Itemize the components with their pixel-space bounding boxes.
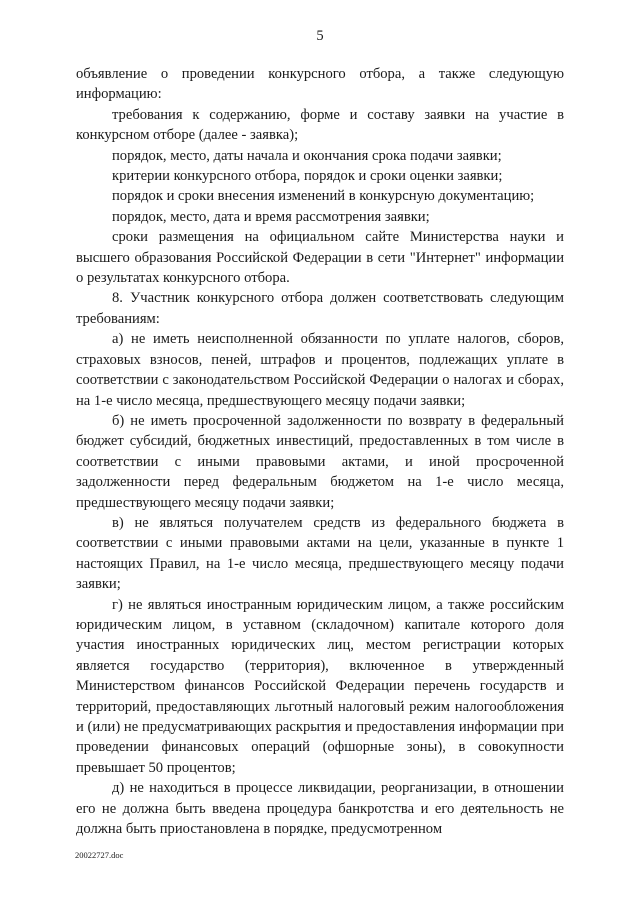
paragraph: порядок и сроки внесения изменений в конкурсную документацию;	[112, 188, 535, 205]
paragraph: объявление о проведении конкурсного отбора, а также следующую информацию:	[76, 66, 564, 103]
document-body	[76, 64, 564, 839]
paragraph: 8. Участник конкурсного отбора должен соответствовать следующим требованиям:	[76, 290, 564, 327]
paragraph: сроки размещения на официальном сайте Министерства науки и высшего образования Российской Федерации в сети "Интернет" информации о результатах конкурсного отбора.	[76, 229, 564, 287]
paragraph: а) не иметь неисполненной обязанности по уплате налогов, сборов, страховых взносов, пеней, штрафов и процентов, подлежащих уплате в соответствии с законодательством Российской Федерации о налогах и сборах, на 1-е число месяца, предшествующего месяцу подачи заявки;	[76, 331, 564, 409]
paragraph: порядок, место, дата и время рассмотрения заявки;	[112, 208, 430, 225]
page-number: 5	[316, 28, 324, 44]
paragraph: требования к содержанию, форме и составу заявки на участие в конкурсном отборе (далее - заявка);	[76, 106, 564, 144]
paragraph: г) не являться иностранным юридическим лицом, а также российским юридическим лицом, в уставном (складочном) капитале которого доля участия иностранных юридических лиц, местом регистрации которых является государство (территория), включенное в утвержденный Министерством финансов Российской Федерации перечень государств и территорий, предоставляющих льготный налоговый режим налогообложения и (или) не предусматривающих раскрытия и предоставления информации при проведении финансовых операций (офшорные зоны), в совокупности превышает 50 процентов;	[76, 596, 564, 776]
paragraph: критерии конкурсного отбора, порядок и сроки оценки заявки;	[112, 168, 503, 185]
paragraph: порядок, место, даты начала и окончания срока подачи заявки;	[112, 147, 502, 164]
paragraph: в) не являться получателем средств из федерального бюджета в соответствии с иными правовыми актами на цели, указанные в пункте 1 настоящих Правил, на 1-е число месяца, предшествующего месяцу подачи заявки;	[76, 514, 564, 593]
paragraph: б) не иметь просроченной задолженности по возврату в федеральный бюджет субсидий, бюджетных инвестиций, предоставленных в том числе в соответствии с иными правовыми актами, и иной просроченной задолженности перед федеральным бюджетом на 1-е число месяца, предшествующего месяцу подачи заявки;	[76, 412, 564, 511]
paragraph: д) не находиться в процессе ликвидации, реорганизации, в отношении его не должна быть введена процедура банкротства и его деятельность не должна быть приостановлена в порядке, предусмотренном	[76, 780, 564, 838]
file-name-footer: 20022727.doc	[75, 850, 124, 860]
